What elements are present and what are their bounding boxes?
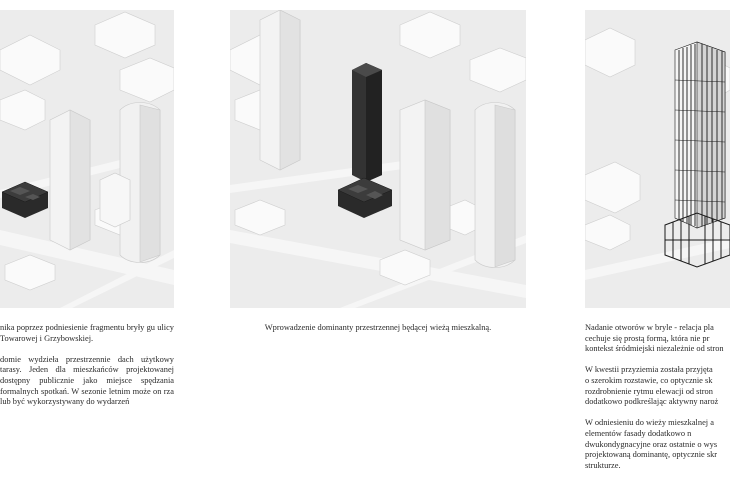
paragraph: domie wydzieła przestrzennie dach użytkowy tarasy. Jeden dla mieszkańców projektowanej dostępny publicznie jako miejsce spędzania formalnych spotkań. W sezonie letnim może on rza lub być wykorzystywany do wydarzeń	[0, 354, 174, 407]
massing-illustration	[585, 10, 730, 308]
paragraph: Wprowadzenie dominanty przestrzennej będącej wieżą mieszkalną.	[264, 323, 492, 332]
paragraph: W odniesieniu do wieży mieszkalnej a elementów fasady dodatkowo n dwukondygnacyjne oraz ostatnie o wys projektowaną dominantę, optycznie skr strukturze.	[585, 418, 718, 470]
massing-illustration	[0, 10, 174, 308]
paragraph: Nadanie otworów w bryle - relacja pla cechuje się prostą formą, która nie pr kontekst śródmiejski niezależnie od stron	[585, 323, 724, 354]
paragraph: nika poprzez podniesienie fragmentu bryły gu ulicy Towarowej i Grzybowskiej.	[0, 323, 174, 343]
description-column-3	[585, 323, 730, 482]
description-column-1	[0, 323, 174, 418]
massing-illustration	[230, 10, 526, 308]
axonometric-view-tower	[230, 10, 526, 308]
axonometric-view-facade	[585, 10, 730, 308]
axonometric-view-podium	[0, 10, 174, 308]
description-column-2	[230, 323, 526, 344]
paragraph: W kwestii przyziemia została przyjęta o szerokim rozstawie, co optycznie sk rozdrobnienie rytmu elewacji od stron dodatkowo podkreślając aktywny naroż	[585, 365, 719, 407]
